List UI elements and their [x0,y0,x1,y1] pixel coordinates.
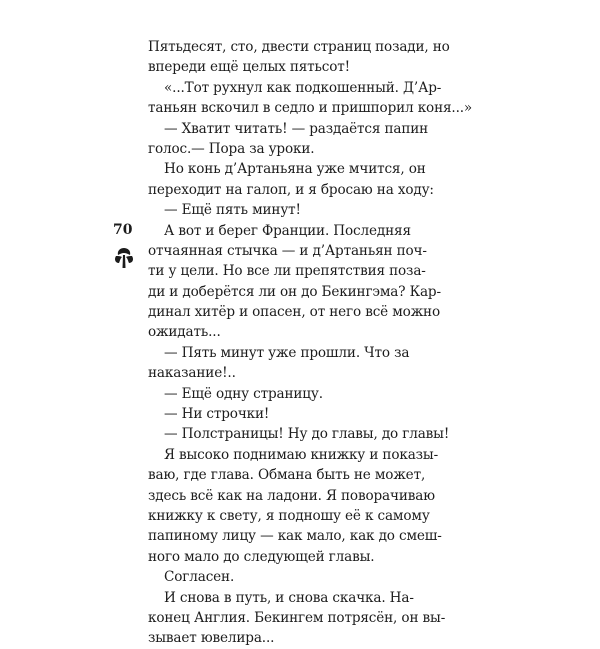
text-line: книжку к свету, я подношу её к самому [148,507,430,524]
text-line: зывает ювелира... [148,630,275,647]
text-line: — Полстраницы! Ну до главы, до главы! [164,426,450,443]
text-line: — Хватит читать! — раздаётся папин [164,120,429,137]
text-line: — Ни строчки! [164,406,270,423]
text-line: здесь всё как на ладони. Я поворачиваю [148,487,435,504]
text-line: ваю, где глава. Обмана быть не может, [148,467,426,484]
text-line: — Ещё пять минут! [164,202,301,219]
text-line: ожидать... [148,324,221,341]
text-line: «...Тот рухнул как подкошенный. Д’Ар- [164,79,442,96]
text-line: — Пять минут уже прошли. Что за [164,344,410,361]
text-line: впереди ещё целых пятьсот! [148,59,350,76]
text-line: папиному лицу — как мало, как до смеш- [148,528,442,545]
text-line: голос.— Пора за уроки. [148,140,315,157]
text-line: Я высоко поднимаю книжку и показы- [164,446,439,463]
text-line: конец Англия. Бекингем потрясён, он вы- [148,609,446,626]
text-line: ного мало до следующей главы. [148,548,375,565]
page-number: 70 [113,222,133,238]
text-line: ди и доберётся ли он до Бекингэма? Кар- [148,283,441,300]
text-line: наказание!.. [148,365,236,382]
text-line: Но конь д’Артаньяна уже мчится, он [164,161,426,178]
text-line: А вот и берег Франции. Последняя [164,222,411,239]
text-line: Согласен. [164,569,235,586]
text-line: таньян вскочил в седло и пришпорил коня...» [148,100,473,117]
text-line: динал хитёр и опасен, от него всё можно [148,304,441,321]
text-line: — Ещё одну страницу. [164,385,323,402]
text-line: отчаянная стычка — и д’Артаньян поч- [148,242,427,259]
text-line: И снова в путь, и снова скачка. На- [164,589,414,606]
text-line: ти у цели. Но все ли препятствия поза- [148,263,426,280]
text-line: Пятьдесят, сто, двести страниц позади, но [148,39,450,55]
text-line: переходит на галоп, и я бросаю на ходу: [148,181,434,198]
body-text [148,37,478,649]
leaf-ornament-icon [113,246,135,270]
